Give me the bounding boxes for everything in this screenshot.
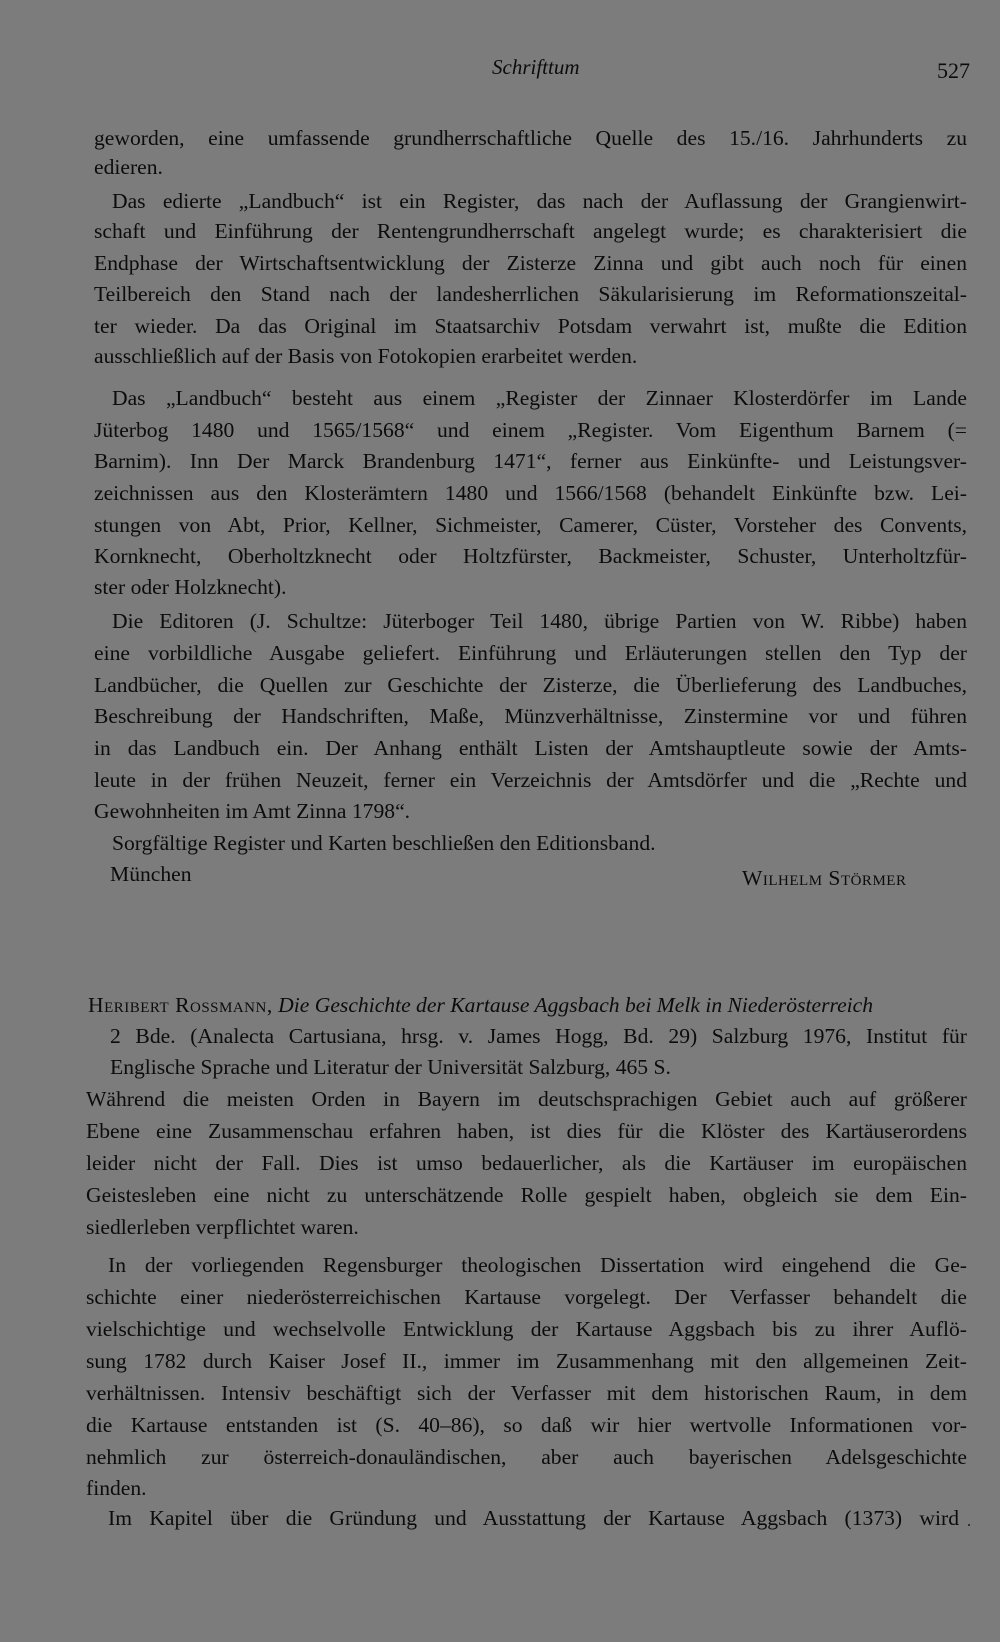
text-line: nehmlich zur österreich-donauländischen, aber auch bayerischen Adelsgeschichte: [86, 1445, 967, 1469]
book-author: Heribert Rossmann,: [88, 993, 273, 1017]
text-line: leute in der frühen Neuzeit, ferner ein Verzeichnis der Amtsdörfer und die „Rechte und: [94, 768, 967, 792]
text-line: Das edierte „Landbuch“ ist ein Register, das nach der Auflassung der Grangienwirt-: [112, 189, 967, 213]
text-line: siedlerleben verpflichtet waren.: [86, 1215, 359, 1239]
biblio-line: Englische Sprache und Literatur der Universität Salzburg, 465 S.: [110, 1055, 671, 1079]
text-line: Sorgfältige Register und Karten beschließen den Editionsband.: [112, 831, 656, 855]
running-title: Schrifttum: [492, 55, 580, 79]
text-line: Gewohnheiten im Amt Zinna 1798“.: [94, 799, 411, 823]
page-number: 527: [937, 58, 970, 83]
text-line: Landbücher, die Quellen zur Geschichte der Zisterze, die Überlieferung des Landbuches,: [94, 673, 967, 697]
text-line: Ebene eine Zusammenschau erfahren haben, ist dies für die Klöster des Kartäuserordens: [86, 1119, 967, 1143]
text-line: Barnim). Inn Der Marck Brandenburg 1471“, ferner aus Einkünfte- und Leistungsver-: [94, 449, 967, 473]
text-line: eine vorbildliche Ausgabe geliefert. Einführung und Erläuterungen stellen den Typ der: [94, 641, 967, 665]
text-line: stungen von Abt, Prior, Kellner, Sichmeister, Camerer, Cüster, Vorsteher des Convents,: [94, 513, 967, 537]
reviewer-name: Wilhelm Störmer: [742, 866, 907, 890]
text-line: geworden, eine umfassende grundherrschaftliche Quelle des 15./16. Jahrhunderts zu: [94, 126, 967, 150]
text-line: edieren.: [94, 155, 163, 179]
text-line: Während die meisten Orden in Bayern im deutschsprachigen Gebiet auch auf größerer: [86, 1087, 967, 1111]
text-line: sung 1782 durch Kaiser Josef II., immer im Zusammenhang mit den allgemeinen Zeit-: [86, 1349, 967, 1373]
review-heading: [88, 991, 968, 1019]
book-title: Die Geschichte der Kartause Aggsbach bei Melk in Niederösterreich: [278, 993, 874, 1017]
text-line: Im Kapitel über die Gründung und Ausstattung der Kartause Aggsbach (1373) wird: [108, 1506, 959, 1530]
text-line: schichte einer niederösterreichischen Kartause vorgelegt. Der Verfasser behandelt die: [86, 1285, 967, 1309]
text-line: Geistesleben eine nicht zu unterschätzende Rolle gespielt haben, obgleich sie dem Ein-: [86, 1183, 967, 1207]
text-line: zeichnissen aus den Klosterämtern 1480 und 1566/1568 (behandelt Einkünfte bzw. Lei-: [94, 481, 967, 505]
text-line: Die Editoren (J. Schultze: Jüterboger Teil 1480, übrige Partien von W. Ribbe) haben: [112, 609, 967, 633]
text-line: in das Landbuch ein. Der Anhang enthält Listen der Amtshauptleute sowie der Amts-: [94, 736, 967, 760]
scan-speck: [968, 1524, 970, 1526]
text-line: ter wieder. Da das Original im Staatsarchiv Potsdam verwahrt ist, mußte die Edition: [94, 314, 967, 338]
review-city: München: [110, 862, 192, 886]
text-line: Jüterbog 1480 und 1565/1568“ und einem „Register. Vom Eigenthum Barnem (=: [94, 418, 967, 442]
text-line: die Kartause entstanden ist (S. 40–86), so daß wir hier wertvolle Informationen vor-: [86, 1413, 967, 1437]
text-line: In der vorliegenden Regensburger theologischen Dissertation wird eingehend die Ge-: [108, 1253, 967, 1277]
text-line: Beschreibung der Handschriften, Maße, Münzverhältnisse, Zinstermine vor und führen: [94, 704, 967, 728]
text-line: vielschichtige und wechselvolle Entwicklung der Kartause Aggsbach bis zu ihrer Auflö-: [86, 1317, 967, 1341]
biblio-line: 2 Bde. (Analecta Cartusiana, hrsg. v. James Hogg, Bd. 29) Salzburg 1976, Institut für: [110, 1024, 967, 1048]
text-line: leider nicht der Fall. Dies ist umso bedauerlicher, als die Kartäuser im europäischen: [86, 1151, 967, 1175]
text-line: Kornknecht, Oberholtzknecht oder Holtzfürster, Backmeister, Schuster, Unterholtzfür-: [94, 544, 967, 568]
text-line: ster oder Holzknecht).: [94, 575, 287, 599]
text-line: Das „Landbuch“ besteht aus einem „Register der Zinnaer Klosterdörfer im Lande: [112, 386, 967, 410]
text-line: Endphase der Wirtschaftsentwicklung der Zisterze Zinna und gibt auch noch für einen: [94, 251, 967, 275]
text-line: ausschließlich auf der Basis von Fotokopien erarbeitet werden.: [94, 344, 638, 368]
text-line: schaft und Einführung der Rentengrundherrschaft angelegt wurde; es charakterisiert die: [94, 219, 967, 243]
text-line: Teilbereich den Stand nach der landesherrlichen Säkularisierung im Reformationszeital-: [94, 282, 967, 306]
text-line: verhältnissen. Intensiv beschäftigt sich der Verfasser mit dem historischen Raum, in dem: [86, 1381, 967, 1405]
text-line: finden.: [86, 1476, 147, 1500]
